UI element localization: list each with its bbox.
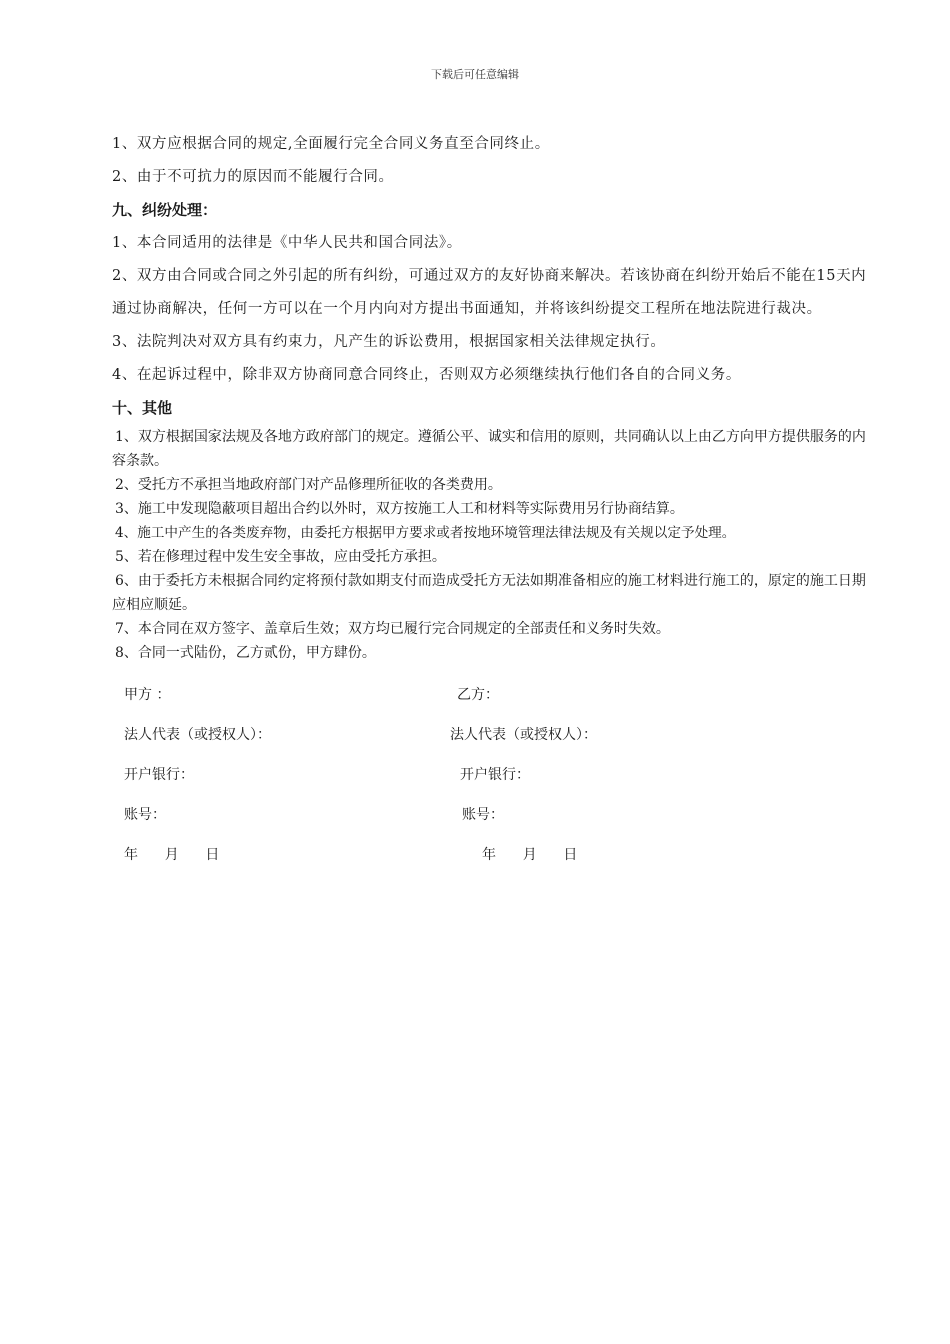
signature-row-party xyxy=(112,675,872,715)
clause-10-6: 6、由于委托方未根据合同约定将预付款如期支付而造成受托方无法如期准备相应的施工材料进行施工的，原定的施工日期应相应顺延。 xyxy=(112,573,866,613)
bank-b-label: 开户银行： xyxy=(460,767,530,783)
date-b-label: 年 月 日 xyxy=(482,847,578,863)
page-header: 下载后可任意编辑 xyxy=(431,68,519,81)
clause-8-2: 2、由于不可抗力的原因而不能履行合同。 xyxy=(112,169,394,185)
date-a-label: 年 月 日 xyxy=(124,847,220,863)
account-a-label: 账号： xyxy=(124,807,166,823)
clause-8-1: 1、双方应根据合同的规定,全面履行完全合同义务直至合同终止。 xyxy=(112,136,550,152)
clause-10-3: 3、施工中发现隐蔽项目超出合约以外时，双方按施工人工和材料等实际费用另行协商结算。 xyxy=(115,501,684,517)
clause-10-5: 5、若在修理过程中发生安全事故，应由受托方承担。 xyxy=(115,549,446,565)
account-b-label: 账号： xyxy=(462,807,504,823)
signature-row-legal-rep xyxy=(112,715,872,755)
signature-row-bank xyxy=(112,755,872,795)
clause-10-8: 8、合同一式陆份，乙方贰份，甲方肆份。 xyxy=(115,645,376,661)
clause-10-7: 7、本合同在双方签字、盖章后生效；双方均已履行完合同规定的全部责任和义务时失效。 xyxy=(115,621,670,637)
party-a-label: 甲方 ： xyxy=(124,687,171,703)
document-body xyxy=(112,128,872,875)
legal-rep-b-label: 法人代表（或授权人）： xyxy=(450,727,597,743)
signature-row-account xyxy=(112,795,872,835)
party-b-label: 乙方： xyxy=(457,687,499,703)
clause-9-3: 3、法院判决对双方具有约束力，凡产生的诉讼费用，根据国家相关法律规定执行。 xyxy=(112,334,666,350)
clause-9-2: 2、双方由合同或合同之外引起的所有纠纷，可通过双方的友好协商来解决。若该协商在纠纷开始后不能在15天内通过协商解决，任何一方可以在一个月内向对方提出书面通知，并将该纠纷提交工程所在地法院进行裁决。 xyxy=(112,268,867,317)
clause-10-4: 4、施工中产生的各类废弃物，由委托方根据甲方要求或者按地环境管理法律法规及有关规以定予处理。 xyxy=(115,525,736,541)
signature-row-date xyxy=(112,835,872,875)
bank-a-label: 开户银行： xyxy=(124,767,194,783)
clause-9-1: 1、本合同适用的法律是《中华人民共和国合同法》。 xyxy=(112,235,462,251)
legal-rep-a-label: 法人代表（或授权人）： xyxy=(124,727,271,743)
clause-10-2: 2、受托方不承担当地政府部门对产品修理所征收的各类费用。 xyxy=(115,477,502,493)
section-10-title: 十、其他 xyxy=(112,399,173,417)
clause-10-1: 1、双方根据国家法规及各地方政府部门的规定。遵循公平、诚实和信用的原则，共同确认以上由乙方向甲方提供服务的内容条款。 xyxy=(112,429,866,469)
clause-9-4: 4、在起诉过程中，除非双方协商同意合同终止，否则双方必须继续执行他们各自的合同义务。 xyxy=(112,367,741,383)
section-9-title: 九、纠纷处理： xyxy=(112,201,218,219)
